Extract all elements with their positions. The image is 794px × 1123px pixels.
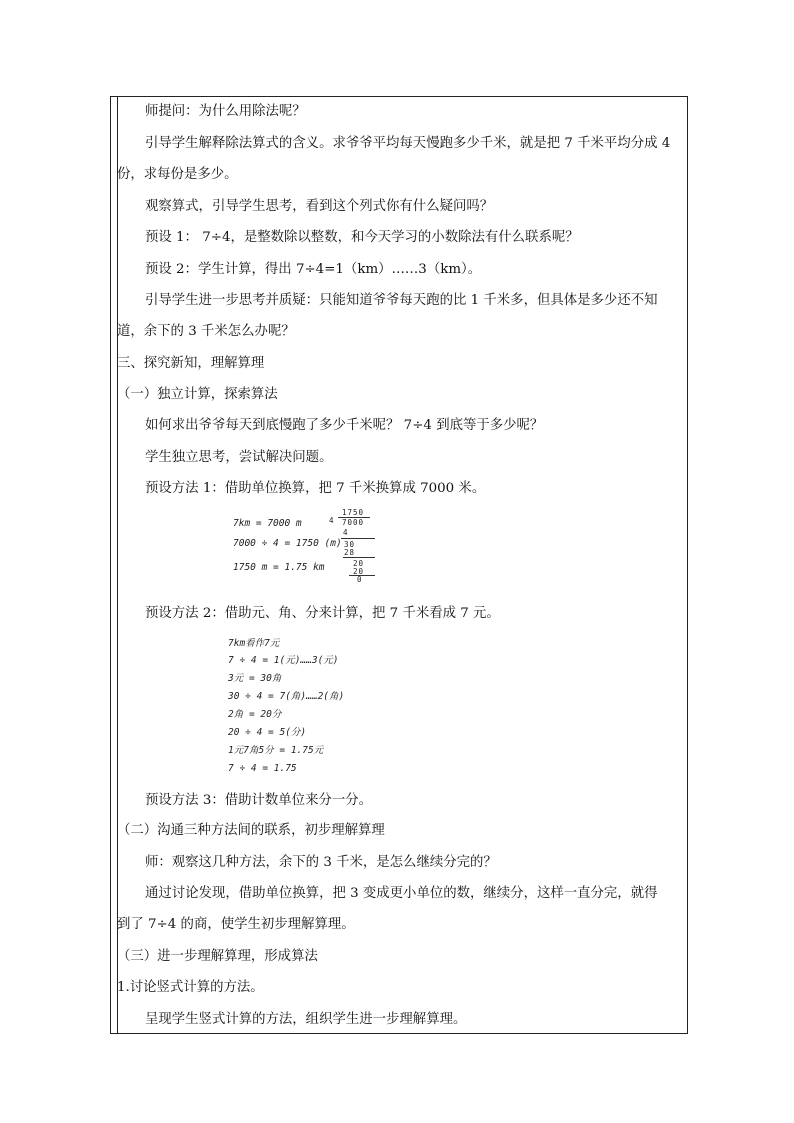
division-step: 0 — [357, 575, 363, 584]
paragraph: 预设 2：学生计算，得出 7÷4=1（km）……3（km）。 — [145, 262, 482, 277]
paragraph: 预设方法 1：借助单位换算，把 7 千米换算成 7000 米。 — [145, 481, 486, 496]
paragraph: 预设方法 2：借助元、角、分来计算，把 7 千米看成 7 元。 — [145, 606, 500, 621]
table-left-column-line — [117, 97, 118, 1033]
handwritten-line: 20 ÷ 4 = 5(分) — [228, 727, 307, 738]
paragraph: 师：观察这几种方法，余下的 3 千米，是怎么继续分完的？ — [145, 855, 497, 870]
handwritten-line: 7km看作7元 — [228, 638, 280, 649]
paragraph: 预设 1： 7÷4，是整数除以整数，和今天学习的小数除法有什么联系呢？ — [145, 230, 579, 245]
division-step: 20 — [353, 559, 365, 568]
handwritten-line: 2角 = 20分 — [228, 709, 282, 720]
paragraph: 份，求每份是多少。 — [117, 167, 238, 182]
division-step: 20 — [353, 567, 365, 576]
section-heading: 三、探究新知，理解算理 — [117, 356, 265, 371]
division-dividend: 7000 — [342, 518, 365, 527]
subsection-heading: （三）进一步理解算理，形成算法 — [117, 949, 318, 964]
paragraph: 1.讨论竖式计算的方法。 — [117, 980, 264, 995]
handwritten-line: 7km = 7000 m — [233, 518, 302, 529]
paragraph: 引导学生解释除法算式的含义。求爷爷平均每天慢跑多少千米，就是把 7 千米平均分成 4 — [145, 136, 671, 151]
handwritten-line: 7 ÷ 4 = 1(元)……3(元) — [228, 655, 339, 666]
division-divisor: 4 — [329, 516, 335, 525]
paragraph: 学生独立思考，尝试解决问题。 — [145, 450, 333, 465]
paragraph: 如何求出爷爷每天到底慢跑了多少千米呢？ 7÷4 到底等于多少呢？ — [145, 418, 544, 433]
division-rule — [341, 538, 375, 539]
handwritten-line: 7 ÷ 4 = 1.75 — [228, 763, 297, 774]
subsection-heading: （二）沟通三种方法间的联系，初步理解算理 — [117, 823, 385, 838]
division-step: 28 — [344, 548, 356, 557]
division-step: 30 — [344, 540, 356, 549]
handwritten-line: 3元 = 30角 — [228, 673, 282, 684]
paragraph: 道，余下的 3 千米怎么办呢？ — [117, 324, 295, 339]
paragraph: 观察算式，引导学生思考，看到这个列式你有什么疑问吗？ — [145, 199, 494, 214]
paragraph: 师提问：为什么用除法呢？ — [145, 104, 306, 119]
handwritten-line: 1750 m = 1.75 km — [233, 562, 325, 573]
division-rule — [343, 557, 375, 558]
division-step: 4 — [343, 528, 349, 537]
handwritten-line: 7000 ÷ 4 = 1750 (m) — [233, 538, 342, 549]
paragraph: 到了 7÷4 的商，使学生初步理解算理。 — [117, 917, 355, 932]
paragraph: 通过讨论发现，借助单位换算，把 3 变成更小单位的数，继续分，这样一直分完，就得 — [145, 886, 658, 901]
division-quotient: 1750 — [342, 508, 365, 517]
paragraph: 预设方法 3：借助计数单位来分一分。 — [145, 793, 373, 808]
handwritten-line: 30 ÷ 4 = 7(角)……2(角) — [228, 691, 345, 702]
paragraph: 呈现学生竖式计算的方法，组织学生进一步理解算理。 — [145, 1012, 467, 1027]
subsection-heading: （一）独立计算，探索算法 — [117, 387, 278, 402]
handwritten-line: 1元7角5分 = 1.75元 — [228, 745, 324, 756]
paragraph: 引导学生进一步思考并质疑：只能知道爷爷每天跑的比 1 千米多，但具体是多少还不知 — [145, 293, 658, 308]
